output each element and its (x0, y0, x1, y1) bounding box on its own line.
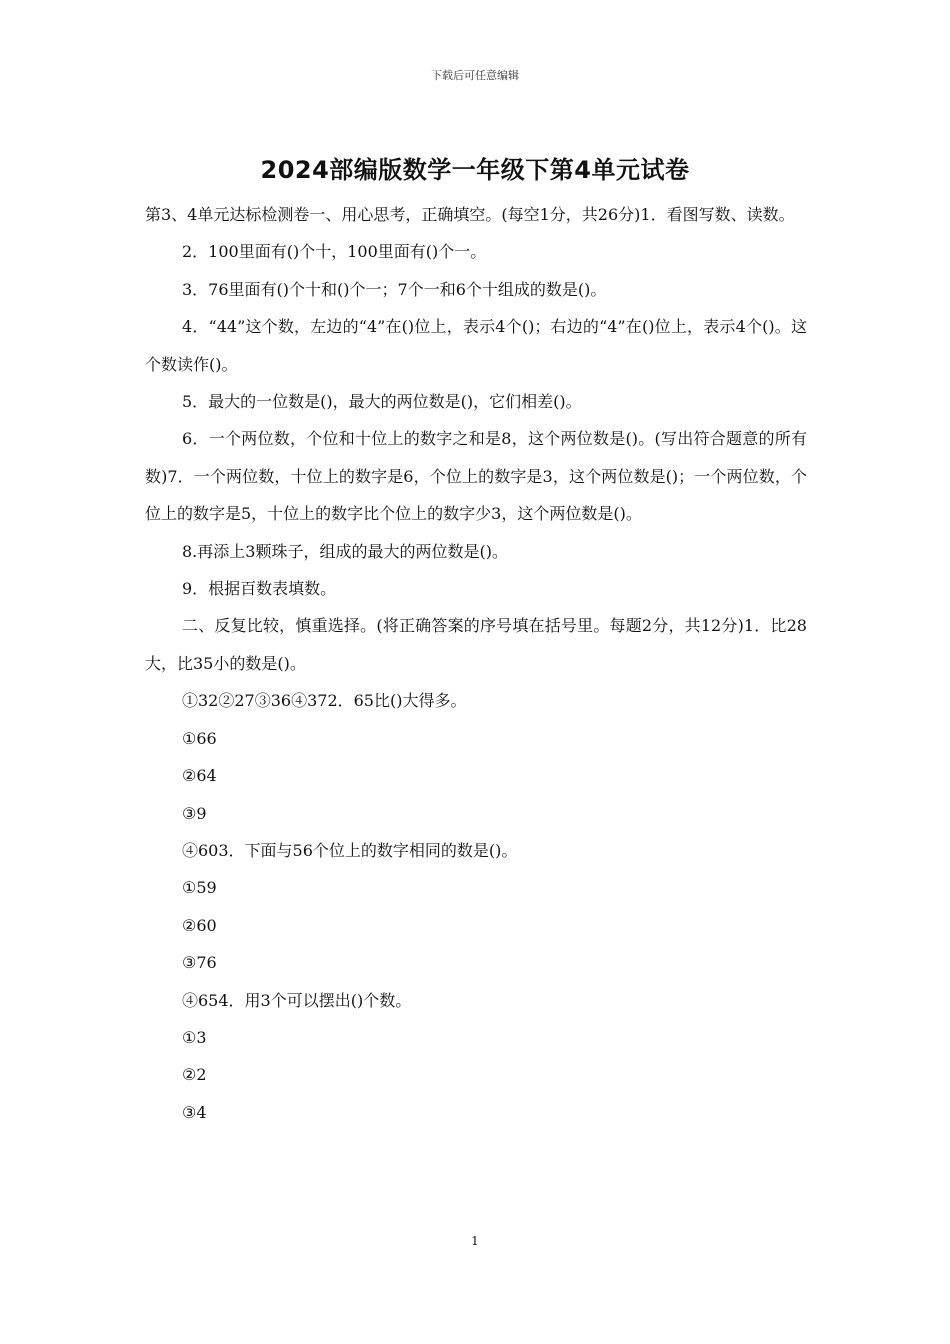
paragraph: ④603．下面与56个位上的数字相同的数是()。 (182, 840, 518, 860)
header-note: 下载后可任意编辑 (431, 69, 519, 82)
paragraph: ①32②27③36④372．65比()大得多。 (182, 691, 467, 711)
paragraph: 二、反复比较，慎重选择。(将正确答案的序号填在括号里。每题2分，共12分)1．比28大，比35小的数是()。 (145, 616, 807, 673)
paragraph: ③9 (182, 803, 207, 823)
paragraph: 6．一个两位数，个位和十位上的数字之和是8，这个两位数是()。(写出符合题意的所有数)7．一个两位数，十位上的数字是6，个位上的数字是3，这个两位数是()；一个两位数，个位上的数字是5，十位上的数字比个位上的数字少3，这个两位数是()。 (145, 429, 807, 524)
body-text (145, 196, 807, 1131)
paragraph: ③4 (182, 1102, 207, 1122)
paragraph: 2．100里面有()个十，100里面有()个一。 (182, 242, 487, 262)
paragraph: 8.再添上3颗珠子，组成的最大的两位数是()。 (182, 541, 508, 561)
page-title: 2024部编版数学一年级下第4单元试卷 (260, 156, 690, 184)
paragraph: ①59 (182, 878, 217, 898)
paragraph: 5．最大的一位数是()，最大的两位数是()，它们相差()。 (182, 392, 582, 412)
paragraph: 4．“44”这个数，左边的“4”在()位上，表示4个()；右边的“4”在()位上，表示4个()。这个数读作()。 (145, 317, 807, 374)
paragraph: ②60 (182, 915, 217, 935)
paragraph: 第3、4单元达标检测卷一、用心思考，正确填空。(每空1分，共26分)1．看图写数、读数。 (145, 205, 795, 224)
paragraph: 9．根据百数表填数。 (182, 579, 337, 599)
paragraph: 3．76里面有()个十和()个一；7个一和6个十组成的数是()。 (182, 279, 607, 299)
paragraph: ③76 (182, 953, 217, 973)
paragraph: ①3 (182, 1027, 207, 1047)
paragraph: ④654．用3个可以摆出()个数。 (182, 990, 412, 1010)
page-number: 1 (471, 1234, 479, 1248)
paragraph: ②64 (182, 766, 217, 786)
paragraph: ②2 (182, 1065, 207, 1085)
paragraph: ①66 (182, 728, 217, 748)
